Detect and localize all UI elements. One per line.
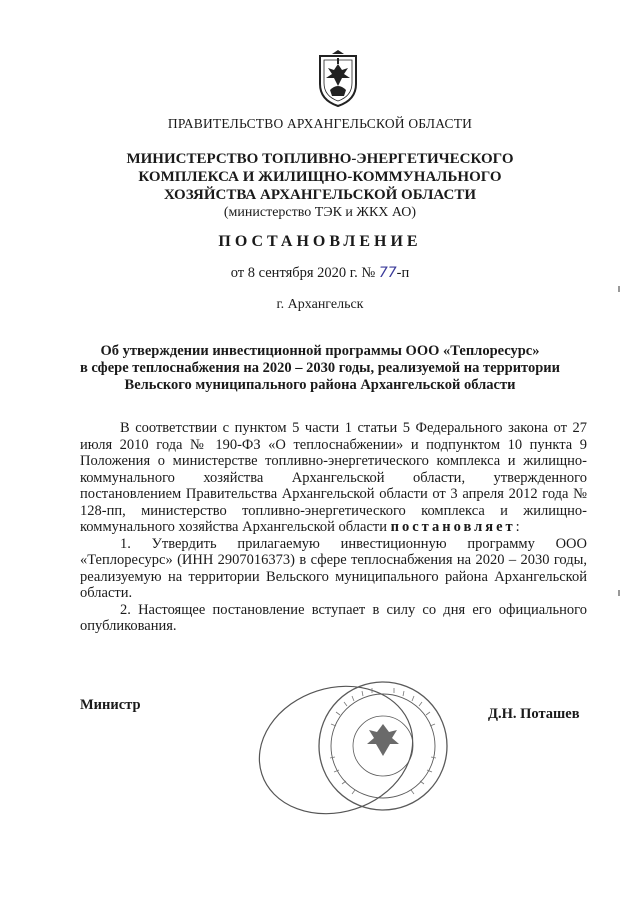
resolves-word: постановляет <box>390 519 516 535</box>
ministry-line-3: ХОЗЯЙСТВА АРХАНГЕЛЬСКОЙ ОБЛАСТИ <box>163 187 477 203</box>
ministry-line-2: КОМПЛЕКСА И ЖИЛИЩНО-КОММУНАЛЬНОГО <box>138 169 502 185</box>
title-line-3: Вельского муниципального района Архангельской области <box>124 377 516 393</box>
decree-date-line <box>0 265 640 282</box>
coat-of-arms-icon <box>308 50 368 110</box>
resolves-colon: : <box>515 519 520 535</box>
ministry-abbreviation: (министерство ТЭК и ЖКХ АО) <box>223 205 417 220</box>
city: г. Архангельск <box>276 297 364 312</box>
decree-body <box>80 420 587 635</box>
title-line-1: Об утверждении инвестиционной программы ООО «Теплоресурс» <box>100 343 540 359</box>
official-seal-icon <box>248 668 458 838</box>
preamble-paragraph <box>80 420 587 536</box>
document-type: ПОСТАНОВЛЕНИЕ <box>218 233 422 250</box>
ministry-line-1: МИНИСТЕРСТВО ТОПЛИВНО-ЭНЕРГЕТИЧЕСКОГО <box>126 151 514 167</box>
item-1: 1. Утвердить прилагаемую инвестиционную программу ООО «Теплоресурс» (ИНН 2907016373) в сфере теплоснабжения на 2020 – 2030 годы, реализуемую на территории Вельского муниципального района Архангельской области. <box>80 535 587 601</box>
signatory-position: Министр <box>80 697 141 713</box>
title-line-2: в сфере теплоснабжения на 2020 – 2030 годы, реализуемой на территории <box>79 360 561 376</box>
margin-mark <box>618 286 620 292</box>
preamble-text: В соответствии с пунктом 5 части 1 статьи 5 Федерального закона от 27 июля 2010 года № 190-ФЗ «О теплоснабжении» и подпунктом 10 пункта 9 Положения о министерстве топливно-энергетического комплекса и жилищно-коммунального хозяйства Архангельской области, утвержденного постановлением Правительства Архангельской области от 3 апреля 2012 года № 128-пп, министерство топливно-энергетического комплекса и жилищно-коммунального хозяйства Архангельской области <box>80 420 587 535</box>
item-2: 2. Настоящее постановление вступает в силу со дня его официального опубликования. <box>80 601 587 634</box>
ministry-name <box>0 150 640 222</box>
decree-date: от 8 сентября 2020 г. № <box>230 265 376 281</box>
decree-suffix: -п <box>396 265 410 281</box>
signatory-name: Д.Н. Поташев <box>488 706 580 722</box>
margin-mark <box>618 590 620 596</box>
decree-title <box>0 343 640 394</box>
government-name: ПРАВИТЕЛЬСТВО АРХАНГЕЛЬСКОЙ ОБЛАСТИ <box>167 116 473 131</box>
decree-number: 77 <box>378 265 397 281</box>
